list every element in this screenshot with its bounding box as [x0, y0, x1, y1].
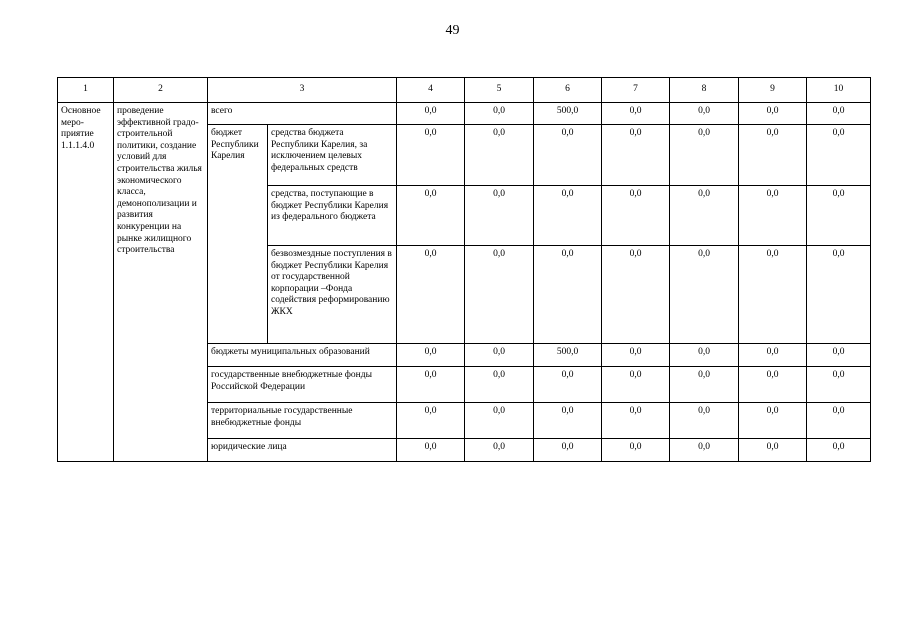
value-cell: 0,0: [739, 439, 807, 462]
header-cell: 6: [534, 78, 602, 103]
value-cell: 0,0: [739, 246, 807, 344]
value-cell: 0,0: [465, 246, 534, 344]
value-cell: 0,0: [807, 344, 871, 367]
header-cell: 3: [208, 78, 397, 103]
row-label: всего: [208, 103, 397, 125]
value-cell: 0,0: [670, 439, 739, 462]
header-cell: 9: [739, 78, 807, 103]
value-cell: 0,0: [807, 403, 871, 439]
value-cell: 0,0: [534, 367, 602, 403]
value-cell: 0,0: [739, 367, 807, 403]
value-cell: 0,0: [534, 186, 602, 246]
value-cell: 0,0: [807, 439, 871, 462]
row-label: бюджеты муниципальных образований: [208, 344, 397, 367]
value-cell: 0,0: [739, 403, 807, 439]
value-cell: 0,0: [397, 246, 465, 344]
value-cell: 0,0: [602, 439, 670, 462]
value-cell: 500,0: [534, 103, 602, 125]
value-cell: 0,0: [739, 186, 807, 246]
header-cell: 4: [397, 78, 465, 103]
value-cell: 0,0: [465, 439, 534, 462]
value-cell: 0,0: [397, 344, 465, 367]
value-cell: 0,0: [739, 103, 807, 125]
value-cell: 0,0: [807, 367, 871, 403]
measure-code: Основное меро-приятие 1.1.1.4.0: [58, 103, 114, 462]
budget-table: [57, 77, 871, 462]
page-number: 49: [445, 23, 460, 38]
row-label: средства, поступающие в бюджет Республики Карелия из федерального бюджета: [268, 186, 397, 246]
value-cell: 0,0: [670, 367, 739, 403]
header-row: [58, 78, 871, 103]
value-cell: 0,0: [602, 103, 670, 125]
value-cell: 0,0: [397, 439, 465, 462]
header-cell: 2: [114, 78, 208, 103]
value-cell: 0,0: [397, 367, 465, 403]
header-cell: 8: [670, 78, 739, 103]
header-cell: 1: [58, 78, 114, 103]
measure-description: проведение эффективной градо-строительной политики, создание условий для строительства жилья экономического класса, демонополизации и развития конкуренции на рынке жилищного строительства: [114, 103, 208, 462]
value-cell: 0,0: [670, 344, 739, 367]
value-cell: 0,0: [670, 246, 739, 344]
value-cell: 0,0: [465, 103, 534, 125]
value-cell: 0,0: [602, 246, 670, 344]
value-cell: 0,0: [397, 186, 465, 246]
value-cell: 0,0: [465, 186, 534, 246]
value-cell: 500,0: [534, 344, 602, 367]
value-cell: 0,0: [739, 125, 807, 186]
value-cell: 0,0: [807, 125, 871, 186]
value-cell: 0,0: [807, 186, 871, 246]
value-cell: 0,0: [534, 439, 602, 462]
value-cell: 0,0: [465, 125, 534, 186]
value-cell: 0,0: [534, 403, 602, 439]
value-cell: 0,0: [670, 403, 739, 439]
republic-budget-label: бюджет Республики Карелия: [208, 125, 268, 344]
value-cell: 0,0: [465, 403, 534, 439]
value-cell: 0,0: [602, 186, 670, 246]
value-cell: 0,0: [602, 125, 670, 186]
value-cell: 0,0: [465, 367, 534, 403]
value-cell: 0,0: [397, 125, 465, 186]
row-label: юридические лица: [208, 439, 397, 462]
row-label: средства бюджета Республики Карелия, за исключением целевых федеральных средств: [268, 125, 397, 186]
value-cell: 0,0: [397, 403, 465, 439]
header-cell: 7: [602, 78, 670, 103]
value-cell: 0,0: [534, 125, 602, 186]
value-cell: 0,0: [534, 246, 602, 344]
value-cell: 0,0: [602, 367, 670, 403]
value-cell: 0,0: [670, 125, 739, 186]
value-cell: 0,0: [602, 344, 670, 367]
header-cell: 10: [807, 78, 871, 103]
value-cell: 0,0: [602, 403, 670, 439]
row-label: безвозмездные поступления в бюджет Республики Карелия от государственной корпорации –Фонда содействия реформированию ЖКХ: [268, 246, 397, 344]
header-cell: 5: [465, 78, 534, 103]
row-label: государственные внебюджетные фонды Российской Федерации: [208, 367, 397, 403]
value-cell: 0,0: [397, 103, 465, 125]
row-label: территориальные государственные внебюджетные фонды: [208, 403, 397, 439]
value-cell: 0,0: [807, 103, 871, 125]
row-total: [58, 103, 871, 125]
value-cell: 0,0: [807, 246, 871, 344]
value-cell: 0,0: [465, 344, 534, 367]
value-cell: 0,0: [670, 103, 739, 125]
value-cell: 0,0: [670, 186, 739, 246]
value-cell: 0,0: [739, 344, 807, 367]
